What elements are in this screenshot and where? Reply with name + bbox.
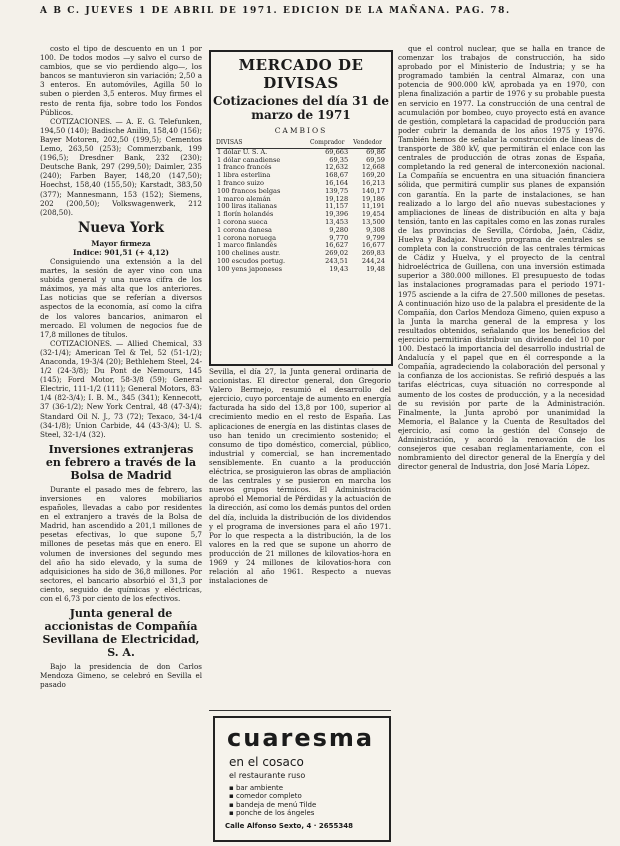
currency-name: 1 dólar U. S. A. [217,147,268,156]
currency-market-box [209,50,393,366]
buy-rate: 13,453 [325,217,349,226]
ad-address: Calle Alfonso Sexto, 4 · 2655348 [225,821,353,830]
ad-tagline: el restaurante ruso [229,771,306,780]
intro-paragraph: costo el tipo de descuento en un 1 por 100. De todos modos —y salvo el curso de cambios, que se vio perdiendo algo—, los bancos se mantuvieron sin variación; 2,50 a 3 enteros. En automóviles, Agilla 50 lo suben o pierden 3,5 enteros. Muy firmes el resto de renta fija, sobre todo los Fondos Públicos. [40,44,202,117]
new-york-quotes: COTIZACIONES. — Allied Chemical, 33 (32-1/4); American Tel & Tel, 52 (51-1/2); Anaconda, 19-3/4 (20); Bethlehem Steel, 24-1/2 (24-3/8); Du Pont de Nemours, 145 (145); Ford Motor, 58-3/8 (59); General Electric, 111-1/2 (111); General Motors, 83-1/4 (82-3/4); I. B. M., 345 (341); Kennecott, 37 (36-1/2); New York Central, 48 (47-3/4); Standard Oil N. J., 73 (72); Texaco, 34-1/4 (34-1/8); Union Carbide, 44 (43-3/4); U. S. Steel, 32-1/4 (32). [40,338,202,439]
currency-name: 1 florín holandés [217,210,274,219]
buy-rate: 139,75 [325,186,349,195]
new-york-index: Indice: 901,51 (+ 4,12) [73,247,169,257]
sell-rate: 19,186 [361,194,385,203]
currency-name: 1 marco alemán [217,194,271,203]
currency-name: 1 dólar canadiense [217,155,281,164]
german-quotes: COTIZACIONES. — A. E. G. Telefunken, 194,50 (140); Badische Anilin, 158,40 (156); Bayer Motoren, 202,50 (199,5); Cementos Lemo, 263,50 (253); Commerzbank, 199 (196,5); Dresdner Bank, 232 (230); Deutsche Bank, 297 (299,50); Daimler, 235 (240); Farben Bayer, 148,20 (147,50); Hoechst, 158,40 (155,50); Karstadt, 383,50 (377); Mannesmann, 153 (152); Siemens, 202 (200,50); Volkswagenwerk, 212 (208,50). [40,116,202,217]
currency-table [216,138,386,274]
sell-rate: 269,83 [361,249,385,258]
currency-name: 1 corona noruega [217,233,277,242]
new-york-subheading: Mayor firmeza [91,238,151,248]
buy-rate: 19,128 [325,194,349,203]
ad-item: ▪ comedor completo [229,792,389,800]
currency-title: MERCADO DE DIVISAS [238,56,364,92]
sell-rate: 12,668 [361,163,385,172]
sell-rate: 19,48 [366,264,385,273]
buy-rate: 69,35 [329,155,349,164]
buy-rate: 16,164 [325,178,349,187]
currency-name: 100 escudos portug. [217,256,286,265]
currency-name: 100 yens japoneses [217,264,283,273]
ad-title: cuaresma [227,724,375,752]
currency-name: 1 corona danesa [217,225,272,234]
currency-subtitle: Cotizaciones del día 31 de marzo de 1971 [213,94,389,122]
sell-rate: 19,454 [361,210,385,219]
ad-item: ▪ bar ambiente [229,784,389,792]
left-column [40,44,202,839]
currency-name: 1 franco suizo [217,178,265,187]
col-vendedor: Vendedor [349,138,386,148]
sell-rate: 140,17 [361,186,385,195]
ad-item: ▪ ponche de los ángeles [229,809,389,817]
buy-rate: 69,663 [325,147,349,156]
right-column [398,44,605,839]
buy-rate: 16,627 [325,241,349,250]
cambios-label: CAMBIOS [274,126,328,135]
sell-rate: 69,59 [366,155,385,164]
currency-name: 1 libra esterlina [217,171,271,180]
sell-rate: 169,20 [361,171,385,180]
buy-rate: 243,51 [325,256,349,265]
currency-name: 100 francos belgas [217,186,281,195]
col-comprador: Comprador [305,138,349,148]
junta-heading: Junta general de accionistas de Compañía Sevillana de Electricidad, S. A. [42,607,200,660]
middle-column-text [209,367,391,707]
ad-item: ▪ bandeja de menú Tilde [229,801,389,809]
investments-body: Durante el pasado mes de febrero, las inversiones en valores mobiliarios españoles, llevadas a cabo por residentes en el extranjero a través de la Bolsa de Madrid, han ascendido a 201,1 millones de pesetas efectivas, lo que supone 5,7 millones de pesetas más que en enero. El volumen de inversiones del segundo mes del año ha sido elevado, y la suma de adquisiciones ha sido de 36,8 millones. Por sectores, el bancario absorbió el 31,3 por ciento, seguido de químicas y eléctricas, con el 6,73 por ciento de los efectivos. [40,484,202,603]
restaurant-advertisement [213,716,391,842]
currency-row [216,266,386,274]
middle-body: Sevilla, el día 27, la Junta general ordinaria de accionistas. El director general, don Gregorio Valero Bermejo, resumió el desarrollo del ejercicio, cuyo porcentaje de aumento en energía facturada ha sido del 13,8 por 100, superior al crecimiento medio en el resto de España. Las aplicaciones de energía en las distintas clases de uso han tenido un crecimiento sostenido; el consumo de tipo doméstico, comercial, público, industrial y comercial, se han incrementado sensiblemente. En cuanto a la producción eléctrica, se prosiguieron las obras de ampliación de las centrales y se pusieron en marcha los nuevos grupos térmicos. El Administración aprobó el Memorial de Pérdidas y la actuación de la dirección, así como los demás puntos del orden del día, incluida la distribución de los dividendos y el programa de inversiones para el año 1971. Por lo que respecta a la distribución, la de los valores en la red que se supone un ahorro de producción de 21 millones de kilovatios-hora en 1969 y 24 millones de kilovatios-hora con relación al año 1961. Respecto a nuevas instalaciones de [209,367,391,586]
column-divider [209,710,391,711]
sell-rate: 9,799 [366,233,385,242]
currency-name: 1 franco francés [217,163,272,172]
currency-name: 1 corona sueca [217,217,268,226]
buy-rate: 9,770 [329,233,349,242]
page-header: A B C. JUEVES 1 DE ABRIL DE 1971. EDICION DE LA MAÑANA. PAG. 78. [40,6,511,16]
buy-rate: 168,67 [325,171,349,180]
new-york-body: Consiguiendo una extensión a la del martes, la sesión de ayer vino con una subida general y una nueva cifra de los máximos, ya más alta que los anteriores. Las noticias que se referían a diversos aspectos de la economía, así como la cifra de los valores bancarios, animaron el mercado. El volumen de negocios fue de 17,8 millones de títulos. [40,256,202,339]
right-body: que el control nuclear, que se halla en trance de comenzar los trabajos de construcción, ha sido aprobado por el Ministerio de Industria; y se ha programado también la central Almaraz, con una potencia de 900.000 kW, aprobada ya en 1970, con plena finalización a partir de 1976 y su probable puesta en servicio en 1977. La construcción de una central de acumulación por bombeo, cuyo proyecto está en avance de gestión, completará la capacidad de producción para poder cubrir la demanda de los años 1975 y 1976. También hemos de señalar la construcción de líneas de transporte de 380 kV, que permitirán el enlace con las centrales de producción de otras zonas de España, completando la red general de interconexión nacional. La Compañía se encuentra en una situación financiera sólida, que permitirá cumplir sus planes de expansión con garantía. En la parte de instalaciones, se han realizado a lo largo del año nuevas subestaciones y ampliaciones de líneas de distribución en alta y baja tensión, tanto en las capitales como en las zonas rurales de las provincias de Sevilla, Córdoba, Jaén, Cádiz, Huelva y Badajoz. Nuestro programa de centrales se completa con la construcción de las centrales térmicas de Cádiz y Huelva, y el proyecto de la central hidroeléctrica de Guillena, con una inversión estimada superior a 380.000 millones. El presupuesto de todas las instalaciones programadas para el periodo 1971-1975 asciende a la cifra de 27.500 millones de pesetas. A continuación hizo uso de la palabra el presidente de la Compañía, don Carlos Mendoza Gimeno, quien expuso a la Junta la marcha general de la empresa y los resultados obtenidos, señalando que los beneficios del ejercicio permitirán distribuir un dividendo del 10 por 100. Destacó la importancia del desarrollo industrial de Andalucía y el papel que en él corresponde a la Compañía, agradeciendo la colaboración del personal y la confianza de los accionistas. Se refirió después a las tarifas eléctricas, cuya situación no corresponde al aumento de los costes de producción, y a la necesidad de su revisión por parte de la Administración. Finalmente, la Junta aprobó por unanimidad la Memoria, el Balance y la Cuenta de Resultados del ejercicio, así como la gestión del Consejo de Administración, y acordó la renovación de los consejeros que cesaban reglamentariamente, con el nombramiento del director general de la Energía y del director general de Industria, don José María López. [398,44,605,472]
buy-rate: 19,396 [325,210,349,219]
ad-items-list [229,784,389,818]
sell-rate: 69,86 [366,147,385,156]
buy-rate: 269,02 [325,249,349,258]
currency-name: 100 liras italianas [217,202,277,211]
sell-rate: 13,500 [361,217,385,226]
buy-rate: 12,632 [325,163,349,172]
sell-rate: 11,191 [361,202,385,211]
sell-rate: 9,308 [366,225,385,234]
currency-name: 100 chelines austr. [217,249,281,258]
ad-restaurant-name: en el cosaco [229,755,304,769]
junta-body: Bajo la presidencia de don Carlos Mendoza Gimeno, se celebró en Sevilla el pasado [40,662,202,690]
sell-rate: 16,213 [361,178,385,187]
buy-rate: 9,280 [329,225,349,234]
investments-heading: Inversiones extranjeras en febrero a través de la Bolsa de Madrid [45,442,197,482]
currency-name: 1 marco finlandés [217,241,277,250]
sell-rate: 16,677 [361,241,385,250]
sell-rate: 244,24 [361,256,385,265]
buy-rate: 19,43 [329,264,349,273]
col-divisa: DIVISAS [216,138,305,148]
new-york-heading: Nueva York [78,219,164,236]
buy-rate: 11,157 [325,202,349,211]
